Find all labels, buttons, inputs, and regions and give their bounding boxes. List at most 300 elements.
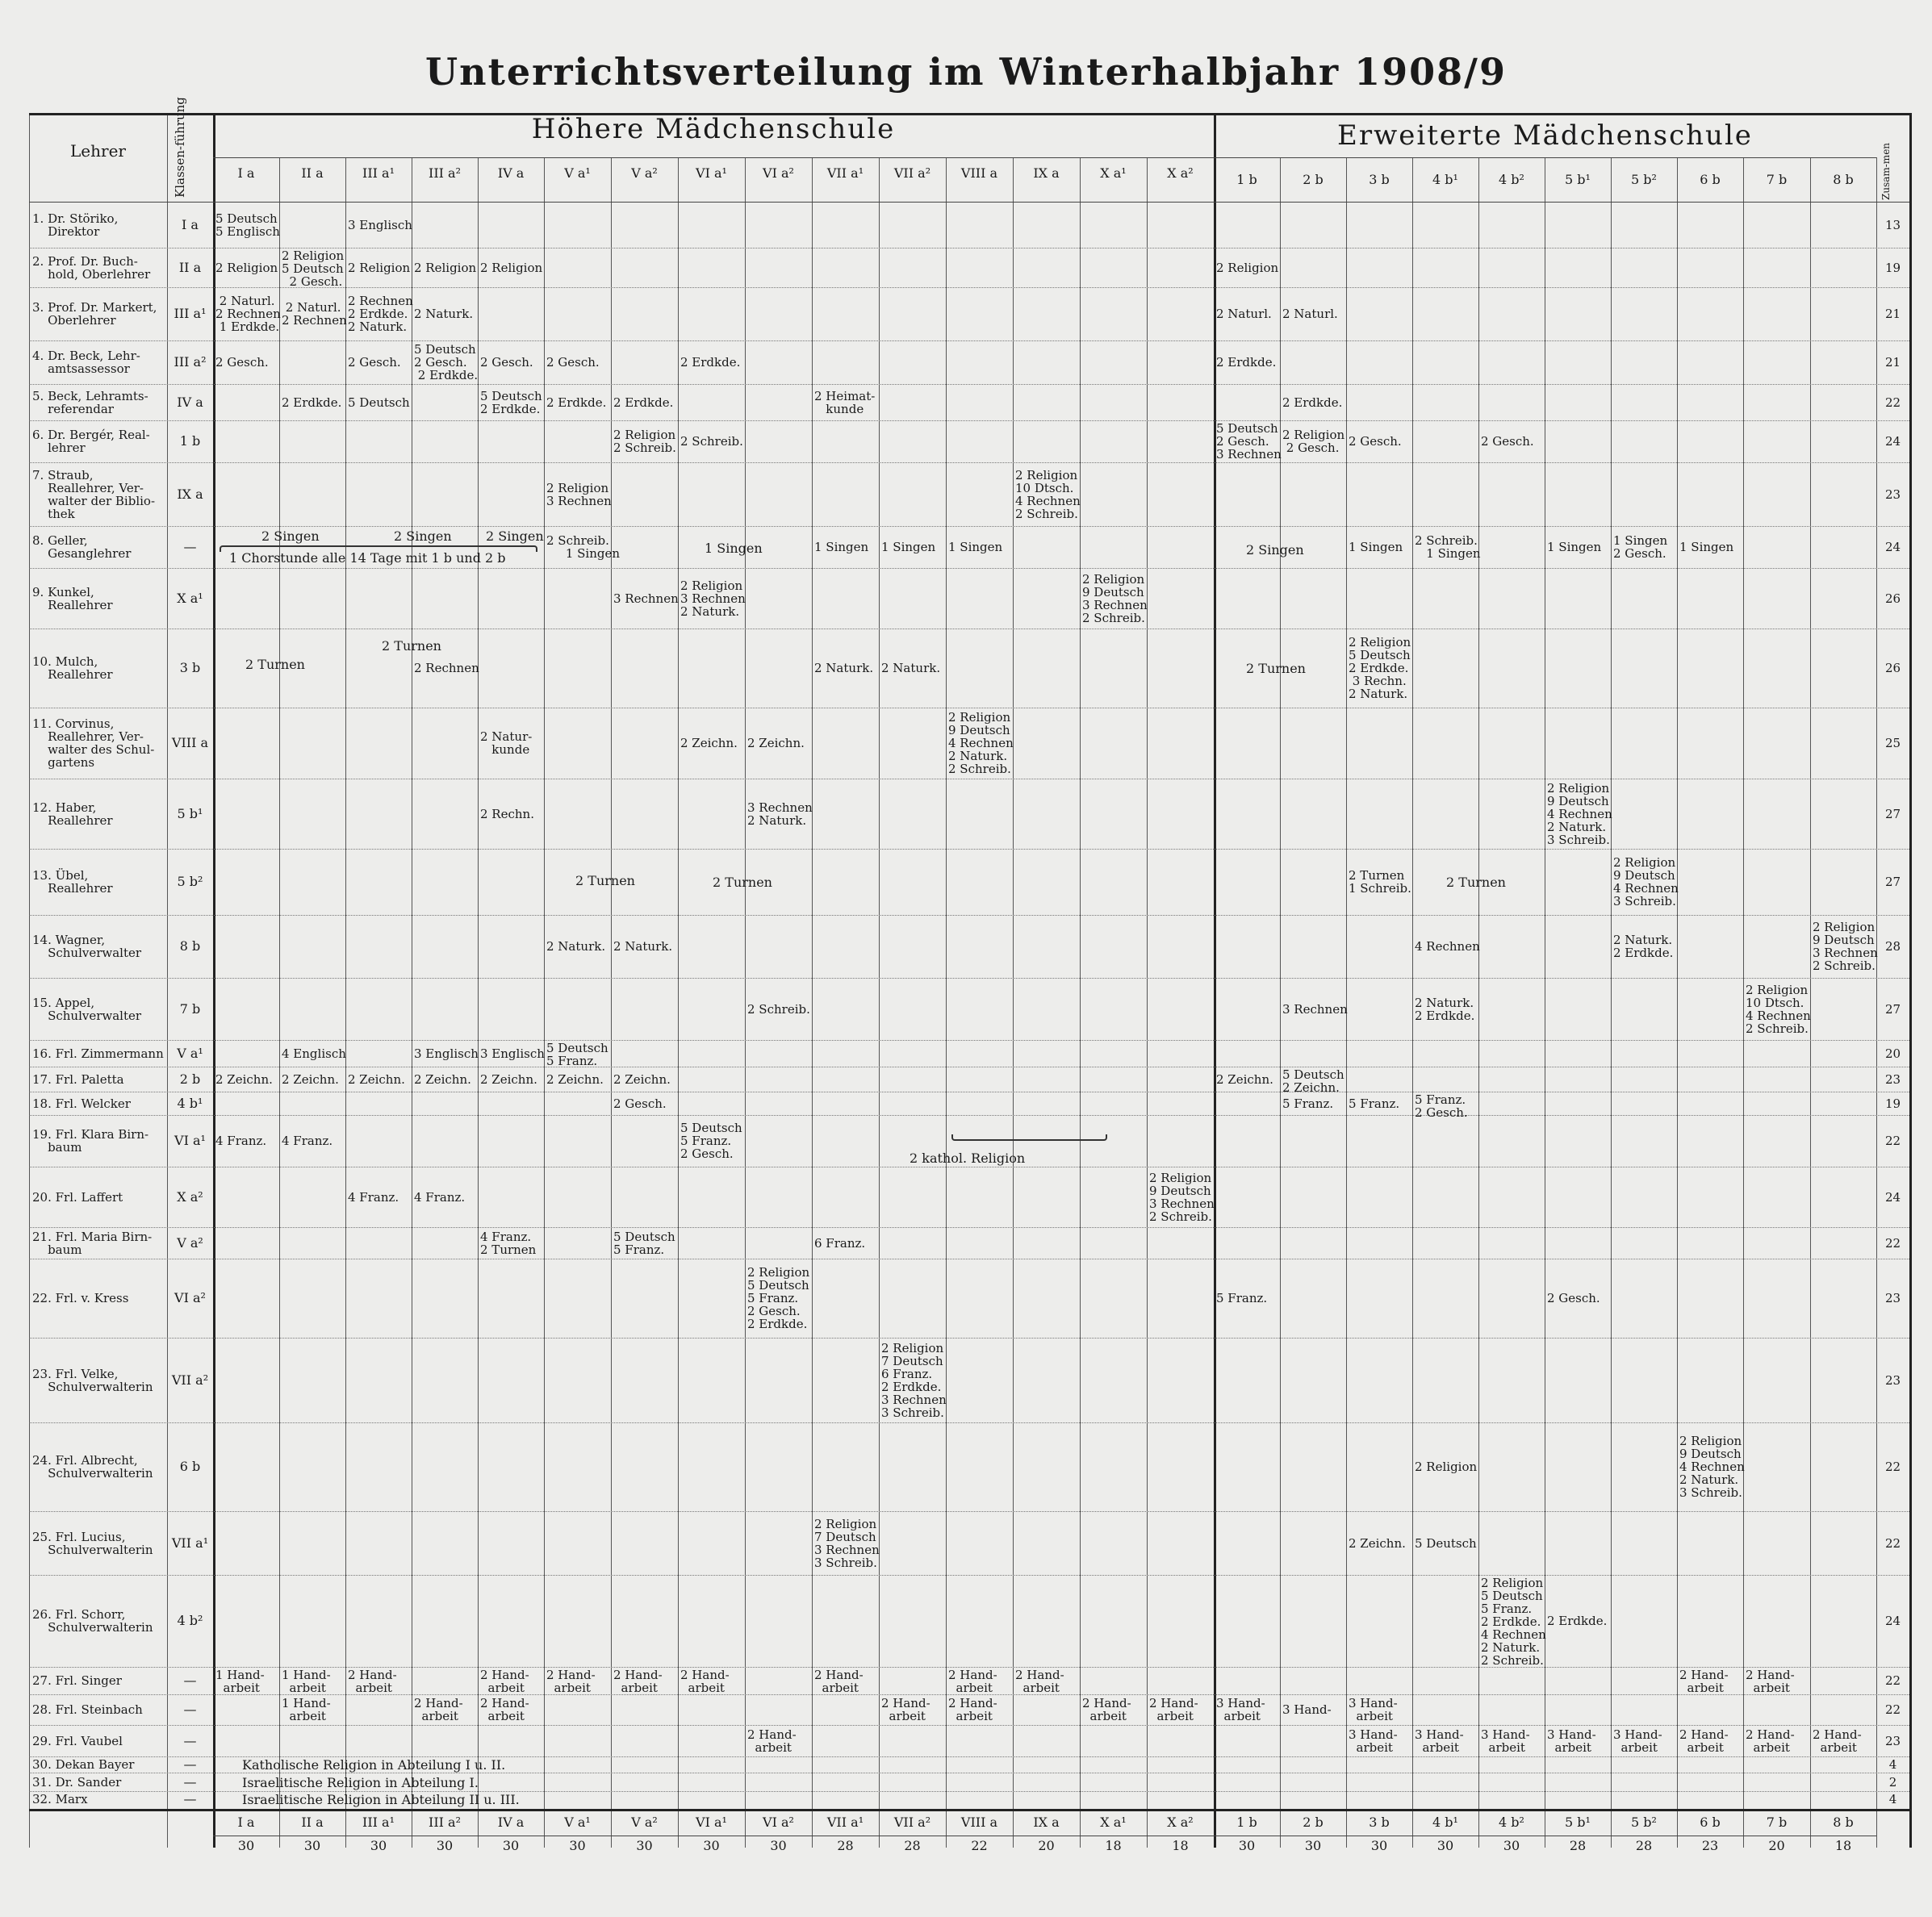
vline — [1743, 157, 1744, 1848]
lesson-cell: 2 Hand- arbeit — [1813, 1727, 1862, 1755]
weekly-hours: 24 — [1884, 434, 1901, 449]
vline — [29, 113, 30, 1848]
lesson-cell: 3 Hand- arbeit — [1349, 1696, 1398, 1723]
column-header: VI a² — [763, 165, 794, 181]
singen-span: 2 Singen — [394, 528, 452, 544]
hline — [29, 462, 1909, 463]
vline — [611, 157, 612, 1848]
turnen-span: 2 Turnen — [1446, 875, 1506, 890]
weekly-hours: 21 — [1884, 307, 1901, 321]
bottom-class-label: 2 b — [1303, 1815, 1324, 1830]
hline — [29, 420, 1909, 421]
lesson-cell: 2 Hand- arbeit — [1746, 1727, 1795, 1755]
bottom-class-label: 5 b¹ — [1565, 1815, 1591, 1830]
lesson-cell: 2 Hand- arbeit — [414, 1696, 463, 1723]
lesson-cell: 2 Gesch. — [1481, 434, 1534, 449]
class-assignment: 1 b — [179, 433, 201, 449]
class-assignment: 4 b² — [177, 1613, 203, 1628]
bottom-class-label: II a — [301, 1815, 324, 1830]
weekly-hours: 13 — [1884, 217, 1901, 232]
hline — [29, 340, 1909, 341]
hline — [29, 1725, 1909, 1726]
vline — [1412, 157, 1413, 1848]
lesson-cell: 4 Franz. — [414, 1189, 466, 1205]
lesson-cell: 3 Hand- arbeit — [1481, 1727, 1530, 1755]
lesson-cell: 4 Franz. — [215, 1134, 267, 1148]
bottom-class-label: I a — [237, 1815, 255, 1830]
lesson-cell: 2 Zeichn. — [215, 1071, 273, 1087]
lesson-cell: 4 Rechnen — [1415, 939, 1480, 954]
hline — [29, 1338, 1909, 1339]
lesson-cell: 2 Erdkde. — [680, 355, 741, 370]
vline — [745, 157, 746, 1848]
lesson-cell: 2 Erdkde. — [546, 395, 607, 410]
teacher-name: 24. Frl. Albrecht, Schulverwalterin — [32, 1453, 153, 1481]
lesson-cell: 2 Religion 5 Deutsch 5 Franz. 2 Erdkde. 4 Rechnen 2 Naturk. 2 Schreib. — [1481, 1576, 1546, 1668]
lesson-cell: 2 Religion 3 Rechnen — [546, 480, 612, 508]
weekly-hours: 4 — [1888, 1757, 1897, 1772]
lesson-cell: 2 Hand- arbeit — [881, 1696, 930, 1723]
group-header-hoehere: Höhere Mädchenschule — [531, 113, 896, 145]
class-assignment: III a² — [174, 354, 207, 370]
lesson-cell: 2 Erdkde. — [1216, 355, 1277, 370]
class-assignment: IV a — [177, 394, 203, 410]
bottom-class-label: III a¹ — [362, 1815, 395, 1830]
teacher-name: 31. Dr. Sander — [32, 1774, 122, 1790]
lesson-cell: 2 Religion 9 Deutsch 3 Rechnen 2 Schreib. — [1149, 1170, 1215, 1224]
lesson-cell: 2 Religion — [348, 260, 411, 275]
zusammen-header: Zusam-men — [1880, 142, 1892, 200]
class-assignment: IX a — [177, 486, 203, 502]
bottom-class-total: 30 — [770, 1838, 787, 1853]
lesson-cell: 2 Religion 2 Schreib. — [613, 428, 676, 455]
lesson-cell: 2 Zeichn. — [680, 736, 738, 750]
religion-note: Israelitische Religion in Abteilung I. — [242, 1774, 479, 1790]
weekly-hours: 2 — [1888, 1774, 1897, 1790]
hline — [29, 1227, 1909, 1228]
lesson-cell: 1 Singen — [948, 540, 1003, 554]
teacher-name: 1. Dr. Störiko, Direktor — [32, 211, 119, 239]
bottom-class-total: 18 — [1834, 1838, 1852, 1853]
weekly-hours: 23 — [1884, 1291, 1901, 1305]
bottom-class-total: 30 — [1304, 1838, 1322, 1853]
column-header: 2 b — [1303, 172, 1324, 187]
lesson-cell: 3 Hand- arbeit — [1415, 1727, 1464, 1755]
weekly-hours: 23 — [1884, 1071, 1901, 1087]
teacher-name: 7. Straub, Reallehrer, Ver- walter der Biblio- thek — [32, 467, 156, 521]
lesson-cell: 2 Naturl. 2 Rechnen — [282, 300, 347, 328]
class-assignment: 4 b¹ — [177, 1095, 203, 1111]
kathol-brace — [951, 1134, 1107, 1141]
lesson-cell: 2 Religion — [1216, 260, 1279, 275]
class-assignment: VI a² — [174, 1290, 206, 1305]
turnen-span: 2 Turnen — [1246, 661, 1306, 676]
lesson-cell: 2 Hand- arbeit — [480, 1668, 529, 1695]
lesson-cell: 5 Deutsch 2 Gesch. 3 Rechnen — [1216, 421, 1282, 461]
lesson-cell: 2 Zeichn. — [348, 1071, 405, 1087]
lesson-cell: 2 Religion — [215, 260, 278, 275]
weekly-hours: 19 — [1884, 260, 1901, 275]
class-assignment: 2 b — [179, 1071, 201, 1087]
lesson-cell: 4 Englisch — [282, 1046, 346, 1061]
bottom-class-label: V a¹ — [564, 1815, 591, 1830]
lesson-cell: 2 Religion 2 Gesch. — [1282, 428, 1345, 455]
vline — [1080, 157, 1081, 1848]
class-assignment: X a² — [177, 1188, 203, 1205]
column-header: 3 b — [1369, 172, 1390, 187]
teacher-name: 3. Prof. Dr. Markert, Oberlehrer — [32, 300, 157, 328]
teacher-name: 2. Prof. Dr. Buch- hold, Oberlehrer — [32, 253, 151, 282]
lesson-cell: 2 Naturk. 2 Erdkde. — [1415, 995, 1475, 1023]
lesson-cell: 6 Franz. — [814, 1235, 866, 1251]
bottom-class-total: 30 — [569, 1838, 586, 1853]
lesson-cell: 2 Zeichn. — [1349, 1535, 1406, 1551]
vline — [1810, 157, 1811, 1848]
lesson-cell: 5 Deutsch 5 Franz. — [546, 1041, 608, 1068]
weekly-hours: 20 — [1884, 1046, 1901, 1061]
lesson-cell: 5 Deutsch 5 Franz. — [613, 1229, 675, 1257]
vline — [1147, 157, 1148, 1848]
lesson-cell: 5 Deutsch — [348, 395, 410, 410]
lesson-cell: 2 Religion 9 Deutsch 3 Rechnen 2 Schreib. — [1813, 920, 1878, 973]
bottom-class-total: 28 — [1635, 1838, 1653, 1853]
teacher-name: 12. Haber, Reallehrer — [32, 800, 113, 828]
lesson-cell: 2 Gesch. — [1349, 434, 1402, 449]
lesson-cell: 2 Naturl. 2 Rechnen 1 Erdkde. — [215, 294, 281, 334]
weekly-hours: 24 — [1884, 1189, 1901, 1205]
vline — [678, 157, 679, 1848]
lesson-cell: 2 Naturk. — [881, 661, 941, 675]
class-assignment: — — [183, 1702, 197, 1717]
lesson-cell: 2 Religion — [1415, 1460, 1478, 1474]
vline — [1214, 113, 1216, 1848]
teacher-name: 9. Kunkel, Reallehrer — [32, 584, 113, 612]
vline — [1478, 157, 1479, 1848]
bottom-class-label: 6 b — [1700, 1815, 1721, 1830]
vline — [279, 157, 280, 1848]
lesson-cell: 2 Hand- arbeit — [1746, 1668, 1795, 1695]
lesson-cell: 2 Gesch. — [348, 355, 401, 370]
lesson-cell: 2 Hand- arbeit — [1149, 1696, 1198, 1723]
lesson-cell: 2 Hand- arbeit — [1082, 1696, 1131, 1723]
weekly-hours: 24 — [1884, 540, 1901, 554]
chorstunde-note: 1 Chorstunde alle 14 Tage mit 1 b und 2 b — [229, 550, 506, 566]
lesson-cell: 3 Hand- arbeit — [1547, 1727, 1596, 1755]
lesson-cell: 2 Religion 9 Deutsch 4 Rechnen 2 Naturk. 2 Schreib. — [948, 710, 1014, 776]
turnen-span: 2 Turnen — [245, 657, 305, 672]
hline — [29, 1511, 1909, 1512]
hline — [29, 1115, 1909, 1116]
lesson-cell: 2 Zeichn. — [546, 1071, 604, 1087]
lesson-cell: 2 Religion 10 Dtsch. 4 Rechnen 2 Schreib. — [1746, 982, 1811, 1036]
lesson-cell: 5 Franz. 2 Gesch. — [1415, 1092, 1468, 1120]
klassenfuehrung-header: Klassen-führung — [173, 97, 187, 198]
column-header: III a² — [429, 165, 461, 181]
bottom-class-total: 30 — [502, 1838, 520, 1853]
lesson-cell: 2 Erdkde. — [613, 395, 674, 410]
class-assignment: 7 b — [179, 1000, 201, 1017]
lesson-cell: 2 Hand- arbeit — [348, 1668, 397, 1695]
lesson-cell: 1 Hand- arbeit — [215, 1668, 265, 1695]
lesson-cell: 2 Heimat- kunde — [814, 388, 876, 416]
weekly-hours: 22 — [1884, 1673, 1901, 1688]
teacher-name: 30. Dekan Bayer — [32, 1757, 135, 1772]
lesson-cell: 2 Gesch. — [546, 355, 600, 370]
lesson-cell: 2 Zeichn. — [1216, 1071, 1273, 1087]
weekly-hours: 24 — [1884, 1614, 1901, 1628]
vline — [1611, 157, 1612, 1848]
weekly-hours: 22 — [1884, 1134, 1901, 1148]
column-header: 5 b² — [1631, 172, 1657, 187]
lesson-cell: 3 Rechnen — [1282, 1001, 1348, 1017]
lesson-cell: 1 Singen — [1547, 540, 1602, 554]
class-assignment: VII a² — [171, 1372, 209, 1388]
bottom-class-label: V a² — [631, 1815, 658, 1830]
lesson-cell: 2 Hand- arbeit — [948, 1696, 997, 1723]
lesson-cell: 2 Turnen 1 Schreib. — [1349, 868, 1411, 896]
lesson-cell: 2 Naturk. 2 Erdkde. — [1613, 933, 1674, 960]
teacher-name: 4. Dr. Beck, Lehr- amtsassessor — [32, 349, 140, 376]
bottom-class-label: 7 b — [1766, 1815, 1788, 1830]
bottom-class-total: 18 — [1105, 1838, 1122, 1853]
bottom-class-total: 30 — [436, 1838, 454, 1853]
lesson-cell: 2 Gesch. — [1547, 1291, 1600, 1305]
lesson-cell: 2 Religion 5 Deutsch 2 Erdkde. 3 Rechn. 2 Naturk. — [1349, 635, 1411, 701]
column-header: I a — [237, 165, 255, 181]
vline — [812, 157, 813, 1848]
lesson-cell: 5 Deutsch 2 Zeichn. — [1282, 1067, 1344, 1095]
class-assignment: III a¹ — [174, 306, 207, 321]
bottom-class-label: IV a — [497, 1815, 525, 1830]
turnen-span: 2 Turnen — [382, 638, 441, 654]
lesson-cell: 2 Schreib. 1 Singen — [546, 533, 621, 561]
lesson-cell: 2 Erdkde. — [282, 395, 342, 410]
column-header: 5 b¹ — [1565, 172, 1591, 187]
teacher-name: 22. Frl. v. Kress — [32, 1291, 129, 1305]
class-assignment: VII a¹ — [171, 1535, 209, 1551]
kathol-note: 2 kathol. Religion — [910, 1151, 1026, 1166]
weekly-hours: 22 — [1884, 1702, 1901, 1717]
lesson-cell: 2 Erdkde. — [1547, 1614, 1608, 1628]
bottom-class-label: III a² — [429, 1815, 461, 1830]
lesson-cell: 2 Hand- arbeit — [814, 1668, 864, 1695]
lesson-cell: 1 Singen — [1679, 540, 1734, 554]
bottom-class-label: VII a² — [893, 1815, 931, 1830]
lesson-cell: 5 Deutsch 2 Erdkde. — [480, 388, 542, 416]
column-header: IX a — [1033, 165, 1060, 181]
vline — [213, 113, 215, 1848]
teacher-name: 25. Frl. Lucius, Schulverwalterin — [32, 1529, 153, 1557]
weekly-hours: 19 — [1884, 1096, 1901, 1111]
class-assignment: 3 b — [179, 660, 201, 675]
bottom-class-label: X a¹ — [1100, 1815, 1127, 1830]
bottom-class-total: 30 — [703, 1838, 720, 1853]
bottom-class-label: X a² — [1167, 1815, 1194, 1830]
hline — [29, 526, 1909, 527]
lesson-cell: 2 Hand- arbeit — [1679, 1668, 1729, 1695]
lesson-cell: 2 Religion 7 Deutsch 6 Franz. 2 Erdkde. 3 Rechnen 3 Schreib. — [881, 1340, 947, 1420]
teacher-name: 6. Dr. Bergér, Real- lehrer — [32, 428, 150, 455]
lesson-cell: 4 Franz. 2 Turnen — [480, 1229, 537, 1257]
lesson-cell: 2 Religion 9 Deutsch 4 Rechnen 2 Naturk. 3 Schreib. — [1679, 1434, 1745, 1500]
singen-span: 1 Singen — [705, 541, 763, 556]
weekly-hours: 26 — [1884, 591, 1901, 606]
column-header: VIII a — [960, 165, 998, 181]
bottom-class-label: VIII a — [960, 1815, 998, 1830]
religion-note: Israelitische Religion in Abteilung II u. III. — [242, 1792, 520, 1807]
vline — [1280, 157, 1281, 1848]
lesson-cell: 2 Religion 5 Deutsch 5 Franz. 2 Gesch. 2 Erdkde. — [747, 1265, 810, 1331]
lesson-cell: 2 Hand- arbeit — [546, 1668, 596, 1695]
lesson-cell: 1 Hand- arbeit — [282, 1668, 331, 1695]
hline — [29, 384, 1909, 385]
lesson-cell: 1 Singen 2 Gesch. — [1613, 533, 1668, 561]
weekly-hours: 27 — [1884, 875, 1901, 889]
teacher-name: 8. Geller, Gesanglehrer — [32, 533, 132, 561]
hline — [29, 1040, 1909, 1041]
lesson-cell: 2 Religion 9 Deutsch 3 Rechnen 2 Schreib. — [1082, 571, 1148, 625]
lesson-cell: 3 Hand- — [1282, 1702, 1332, 1717]
bottom-class-label: 3 b — [1369, 1815, 1390, 1830]
hline — [29, 1422, 1909, 1423]
lesson-cell: 2 Zeichn. — [414, 1071, 471, 1087]
column-header: X a² — [1167, 165, 1194, 181]
lesson-cell: 2 Hand- arbeit — [1679, 1727, 1729, 1755]
lesson-cell: 2 Religion 7 Deutsch 3 Rechnen 3 Schreib. — [814, 1516, 880, 1570]
bottom-class-total: 28 — [837, 1838, 854, 1853]
bottom-class-total: 20 — [1768, 1838, 1785, 1853]
weekly-hours: 26 — [1884, 661, 1901, 675]
singen-span: 2 Singen — [1246, 542, 1304, 558]
column-header: VII a¹ — [826, 165, 864, 181]
lesson-cell: 2 Rechnen 2 Erdkde. 2 Naturk. — [348, 294, 413, 334]
lehrer-header: Lehrer — [70, 141, 126, 161]
vline — [345, 157, 346, 1848]
lesson-cell: 2 Gesch. — [613, 1096, 667, 1111]
column-header: VI a¹ — [696, 165, 727, 181]
class-assignment: V a² — [177, 1234, 203, 1251]
lesson-cell: 2 Gesch. — [480, 355, 533, 370]
bottom-class-total: 18 — [1172, 1838, 1189, 1853]
column-header: X a¹ — [1100, 165, 1127, 181]
column-header: 7 b — [1766, 172, 1788, 187]
teacher-name: 5. Beck, Lehramts- referendar — [32, 388, 148, 416]
lesson-cell: 1 Singen — [881, 540, 936, 554]
teacher-name: 16. Frl. Zimmermann — [32, 1046, 164, 1061]
hline-bottom — [29, 1809, 1909, 1811]
lesson-cell: 2 Naturk. — [814, 661, 874, 675]
lesson-cell: 2 Hand- arbeit — [948, 1668, 997, 1695]
bottom-class-total: 28 — [904, 1838, 921, 1853]
bottom-class-total: 22 — [971, 1838, 988, 1853]
weekly-hours: 22 — [1884, 395, 1901, 410]
lesson-cell: 5 Deutsch 5 Englisch — [215, 211, 280, 239]
lesson-cell: 3 Rechnen 2 Naturk. — [747, 800, 813, 828]
class-assignment: — — [183, 1773, 197, 1790]
lesson-cell: 4 Franz. — [348, 1189, 399, 1205]
vline — [167, 113, 168, 1848]
lesson-cell: 3 Englisch — [414, 1046, 479, 1061]
class-assignment: 8 b — [179, 938, 201, 954]
vline — [879, 157, 880, 1848]
singen-span: 2 Singen — [261, 528, 320, 544]
class-assignment: 5 b¹ — [177, 805, 203, 821]
class-assignment: II a — [178, 259, 202, 275]
column-header: III a¹ — [362, 165, 395, 181]
column-header: 8 b — [1833, 172, 1854, 187]
lesson-cell: 2 Hand- arbeit — [680, 1668, 730, 1695]
class-assignment: VI a¹ — [174, 1133, 206, 1148]
lesson-cell: 2 Religion 9 Deutsch 4 Rechnen 2 Naturk. 3 Schreib. — [1547, 780, 1612, 847]
lesson-cell: 4 Franz. — [282, 1134, 333, 1148]
lesson-cell: 2 Rechn. — [480, 806, 534, 821]
lesson-cell: 5 Deutsch 5 Franz. 2 Gesch. — [680, 1121, 742, 1161]
page-title: Unterrichtsverteilung im Winterhalbjahr 1908/9 — [425, 50, 1507, 94]
lesson-cell: 1 Singen — [1349, 540, 1403, 554]
lesson-cell: 3 Rechnen — [613, 591, 679, 606]
column-header: 4 b² — [1499, 172, 1524, 187]
lesson-cell: 1 Hand- arbeit — [282, 1696, 331, 1723]
bottom-class-total: 23 — [1701, 1838, 1719, 1853]
lesson-cell: 2 Zeichn. — [480, 1071, 537, 1087]
lesson-cell: 2 Gesch. — [215, 355, 269, 370]
column-header: VII a² — [893, 165, 931, 181]
weekly-hours: 22 — [1884, 1235, 1901, 1251]
weekly-hours: 23 — [1884, 487, 1901, 502]
lesson-cell: 5 Deutsch — [1415, 1535, 1477, 1551]
vline — [1677, 157, 1678, 1848]
column-header: V a² — [631, 165, 658, 181]
lesson-cell: 2 Erdkde. — [1282, 395, 1343, 410]
lesson-cell: 2 Religion 9 Deutsch 4 Rechnen 3 Schreib. — [1613, 855, 1679, 908]
teacher-name: 26. Frl. Schorr, Schulverwalterin — [32, 1607, 153, 1635]
class-assignment: VIII a — [171, 735, 209, 750]
bottom-class-total: 30 — [1436, 1838, 1454, 1853]
lesson-cell: 2 Naturk. — [414, 307, 474, 321]
lesson-cell: 2 Religion 10 Dtsch. 4 Rechnen 2 Schreib. — [1015, 467, 1081, 521]
lesson-cell: 2 Zeichn. — [613, 1071, 671, 1087]
column-header: II a — [301, 165, 324, 181]
lesson-cell: 2 Hand- arbeit — [480, 1696, 529, 1723]
hline — [29, 849, 1909, 850]
teacher-name: 32. Marx — [32, 1792, 88, 1806]
teacher-name: 19. Frl. Klara Birn- baum — [32, 1127, 149, 1155]
bottom-class-label: 8 b — [1833, 1815, 1854, 1830]
lesson-cell: 2 Zeichn. — [747, 736, 805, 750]
teacher-name: 27. Frl. Singer — [32, 1673, 122, 1688]
weekly-hours: 23 — [1884, 1372, 1901, 1388]
lesson-cell: 2 Religion 3 Rechnen 2 Naturk. — [680, 578, 746, 619]
column-header: 1 b — [1236, 172, 1257, 187]
teacher-name: 13. Übel, Reallehrer — [32, 868, 113, 896]
vline — [478, 157, 479, 1848]
weekly-hours: 4 — [1888, 1792, 1897, 1806]
column-header: IV a — [497, 165, 525, 181]
lesson-cell: 5 Franz. — [1282, 1096, 1334, 1111]
weekly-hours: 22 — [1884, 1535, 1901, 1551]
weekly-hours: 21 — [1884, 355, 1901, 370]
hline — [29, 915, 1909, 916]
class-assignment: 5 b² — [177, 874, 203, 889]
class-assignment: — — [183, 1673, 197, 1688]
lesson-cell: 2 Naturl. — [1282, 307, 1338, 321]
lesson-cell: 2 Religion 5 Deutsch 2 Gesch. — [282, 248, 345, 289]
lesson-cell: 2 Rechnen — [414, 661, 479, 675]
hline — [29, 978, 1909, 979]
hline — [29, 568, 1909, 569]
bottom-class-label: 1 b — [1236, 1815, 1257, 1830]
bottom-class-label: IX a — [1033, 1815, 1060, 1830]
